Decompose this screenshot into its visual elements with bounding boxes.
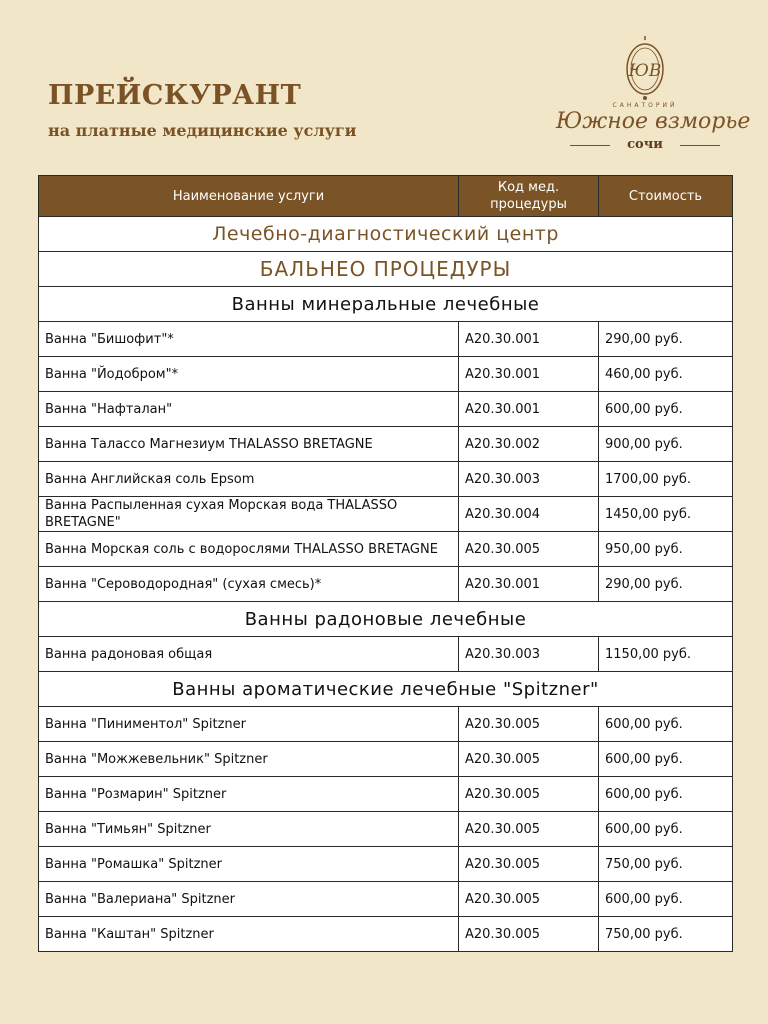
table-row — [39, 567, 733, 602]
service-name-cell: Ванна "Йодобром"* — [39, 357, 459, 392]
group-title-row — [39, 672, 733, 707]
service-name-cell: Ванна "Можжевельник" Spitzner — [39, 742, 459, 777]
page-subtitle: на платные медицинские услуги — [48, 121, 357, 140]
table-header-row — [39, 176, 733, 217]
procedure-code-cell: A20.30.001 — [459, 567, 599, 602]
procedure-code-cell: A20.30.003 — [459, 462, 599, 497]
sanatorium-logo — [556, 36, 751, 158]
service-name-cell: Ванна Талассо Магнезиум THALASSO BRETAGNE — [39, 427, 459, 462]
procedure-code-cell: A20.30.004 — [459, 497, 599, 532]
table-row — [39, 847, 733, 882]
service-name-cell: Ванна "Розмарин" Spitzner — [39, 777, 459, 812]
price-cell: 600,00 руб. — [599, 392, 733, 427]
procedure-code-cell: A20.30.005 — [459, 847, 599, 882]
service-name-cell: Ванна "Бишофит"* — [39, 322, 459, 357]
logo-name: Южное взморье — [556, 109, 751, 134]
service-name-cell: Ванна Английская соль Epsom — [39, 462, 459, 497]
table-row — [39, 462, 733, 497]
group-title-row — [39, 602, 733, 637]
service-name-cell: Ванна "Сероводородная" (сухая смесь)* — [39, 567, 459, 602]
logo-city: сочи — [627, 137, 663, 152]
service-name-cell: Ванна "Пиниментол" Spitzner — [39, 707, 459, 742]
procedure-code-cell: A20.30.005 — [459, 812, 599, 847]
table-row — [39, 777, 733, 812]
group-title: Ванны ароматические лечебные "Spitzner" — [39, 672, 733, 707]
price-cell: 600,00 руб. — [599, 812, 733, 847]
price-cell: 950,00 руб. — [599, 532, 733, 567]
center-title-row — [39, 217, 733, 252]
table-row — [39, 532, 733, 567]
group-title: Ванны минеральные лечебные — [39, 287, 733, 322]
price-table — [38, 175, 733, 952]
table-row — [39, 392, 733, 427]
table-body — [39, 217, 733, 952]
procedure-code-cell: A20.30.005 — [459, 777, 599, 812]
procedure-code-cell: A20.30.001 — [459, 357, 599, 392]
price-cell: 1450,00 руб. — [599, 497, 733, 532]
service-name-cell: Ванна Распыленная сухая Морская вода THALASSO BRETAGNE" — [39, 497, 459, 532]
monogram-emblem-icon — [556, 36, 734, 106]
table-row — [39, 917, 733, 952]
procedure-code-cell: A20.30.002 — [459, 427, 599, 462]
procedure-code-cell: A20.30.001 — [459, 392, 599, 427]
price-cell: 600,00 руб. — [599, 707, 733, 742]
price-cell: 290,00 руб. — [599, 322, 733, 357]
table-row — [39, 427, 733, 462]
procedure-code-cell: A20.30.005 — [459, 882, 599, 917]
price-cell: 600,00 руб. — [599, 742, 733, 777]
logo-small-text: САНАТОРИЙ — [612, 102, 678, 109]
table-row — [39, 357, 733, 392]
service-name-cell: Ванна "Ромашка" Spitzner — [39, 847, 459, 882]
table-row — [39, 497, 733, 532]
procedure-code-cell: A20.30.001 — [459, 322, 599, 357]
price-cell: 750,00 руб. — [599, 917, 733, 952]
page-title: ПРЕЙСКУРАНТ — [48, 80, 302, 111]
price-cell: 900,00 руб. — [599, 427, 733, 462]
monogram-text: ЮВ — [628, 61, 662, 81]
procedure-code-cell: A20.30.005 — [459, 532, 599, 567]
category-title: БАЛЬНЕО ПРОЦЕДУРЫ — [39, 252, 733, 287]
price-cell: 290,00 руб. — [599, 567, 733, 602]
table-row — [39, 322, 733, 357]
header-procedure-code: Код мед. процедуры — [459, 176, 599, 217]
group-title: Ванны радоновые лечебные — [39, 602, 733, 637]
price-cell: 1150,00 руб. — [599, 637, 733, 672]
price-cell: 460,00 руб. — [599, 357, 733, 392]
table-row — [39, 707, 733, 742]
procedure-code-cell: A20.30.005 — [459, 917, 599, 952]
procedure-code-cell: A20.30.003 — [459, 637, 599, 672]
service-name-cell: Ванна радоновая общая — [39, 637, 459, 672]
category-title-row — [39, 252, 733, 287]
table-row — [39, 742, 733, 777]
procedure-code-cell: A20.30.005 — [459, 742, 599, 777]
table-row — [39, 882, 733, 917]
group-title-row — [39, 287, 733, 322]
service-name-cell: Ванна "Тимьян" Spitzner — [39, 812, 459, 847]
center-title: Лечебно-диагностический центр — [39, 217, 733, 252]
price-cell: 1700,00 руб. — [599, 462, 733, 497]
price-cell: 750,00 руб. — [599, 847, 733, 882]
header-price: Стоимость — [599, 176, 733, 217]
service-name-cell: Ванна "Каштан" Spitzner — [39, 917, 459, 952]
service-name-cell: Ванна "Валериана" Spitzner — [39, 882, 459, 917]
procedure-code-cell: A20.30.005 — [459, 707, 599, 742]
table-row — [39, 812, 733, 847]
price-cell: 600,00 руб. — [599, 777, 733, 812]
service-name-cell: Ванна "Нафталан" — [39, 392, 459, 427]
header-service-name: Наименование услуги — [39, 176, 459, 217]
table-row — [39, 637, 733, 672]
service-name-cell: Ванна Морская соль с водорослями THALASSO BRETAGNE — [39, 532, 459, 567]
price-cell: 600,00 руб. — [599, 882, 733, 917]
